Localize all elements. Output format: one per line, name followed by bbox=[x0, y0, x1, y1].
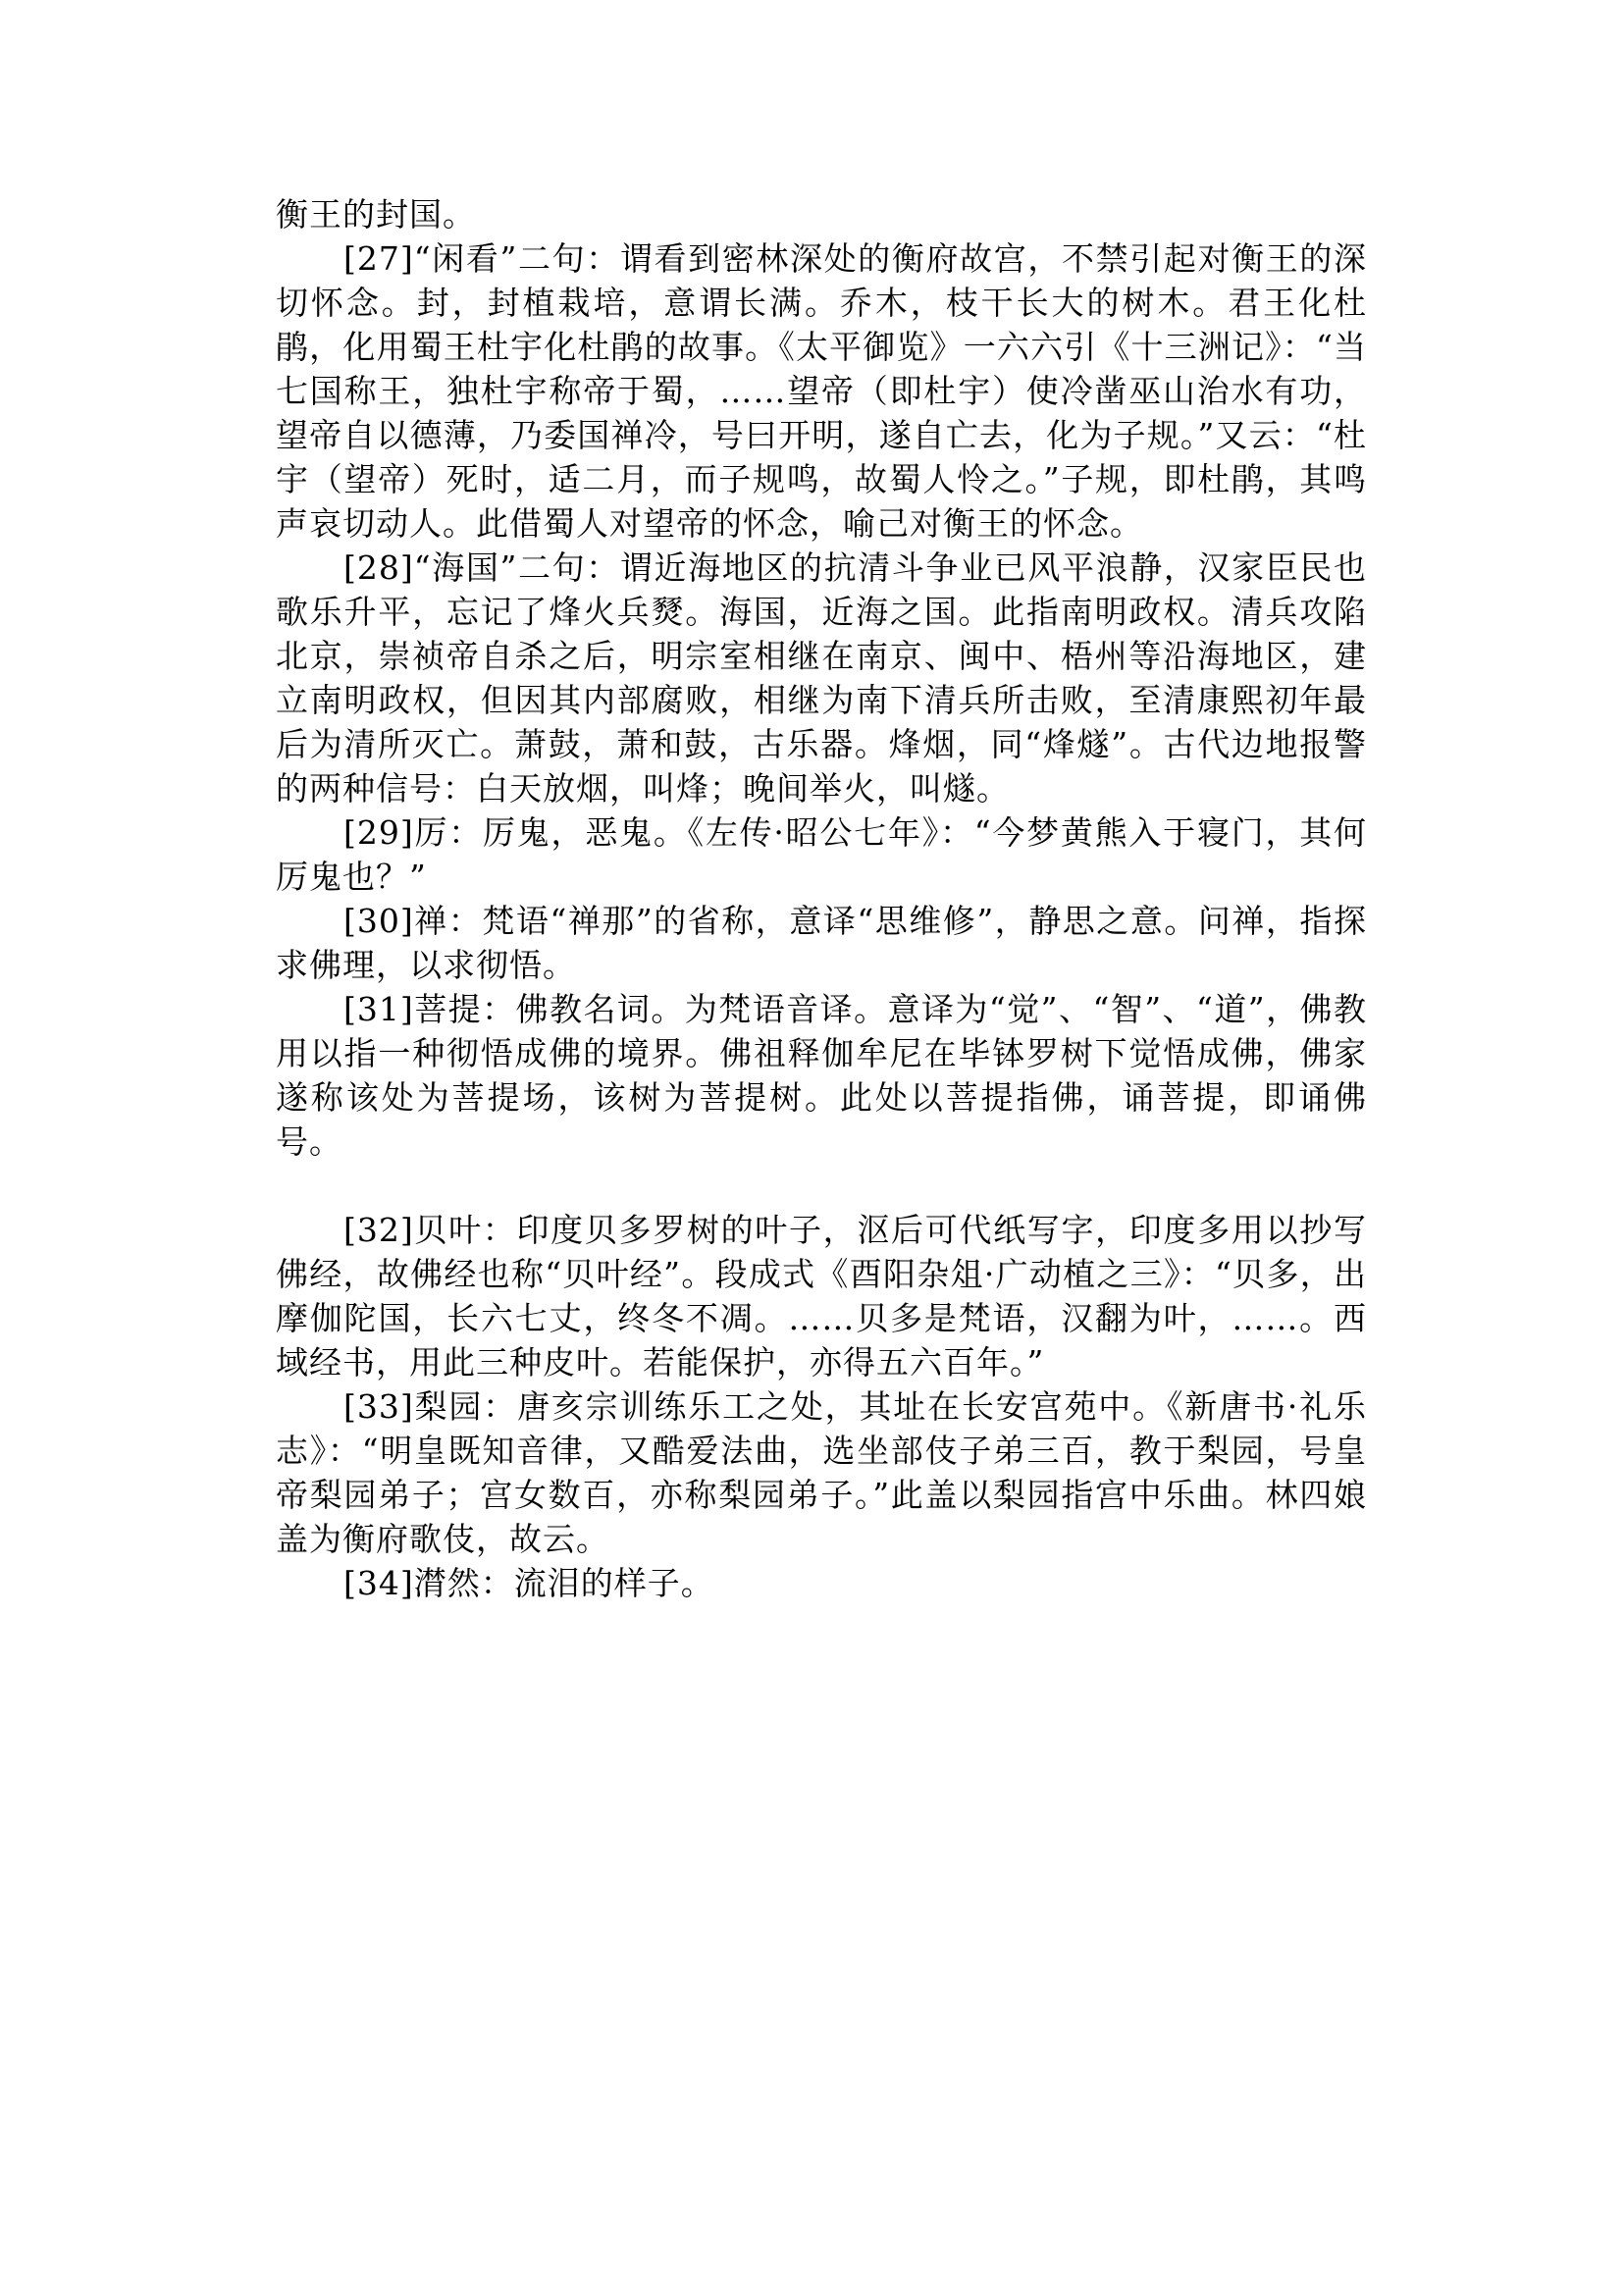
paragraph-continuation: 衡王的封国。 bbox=[276, 195, 476, 234]
annotation-text bbox=[276, 192, 1367, 1605]
note-33: [33]梨园：唐亥宗训练乐工之处，其址在长安宫苑中。《新唐书·礼乐志》：“明皇既知音律，又酷爱法曲，选坐部伎子弟三百，教于梨园，号皇帝梨园弟子；宫女数百，亦称梨园弟子。”此盖以梨园指宫中乐曲。林四娘盖为衡府歌伎，故云。 bbox=[276, 1387, 1367, 1558]
note-27: [27]“闲看”二句：谓看到密林深处的衡府故宫，不禁引起对衡王的深切怀念。封，封植栽培，意谓长满。乔木，枝干长大的树木。君王化杜鹃，化用蜀王杜宇化杜鹃的故事。《太平御览》一六六引《十三洲记》：“当七国称王，独杜宇称帝于蜀，……望帝（即杜宇）使冷凿巫山治水有功，望帝自以德薄，乃委国禅冷，号曰开明，遂自亡去，化为子规。”又云：“杜宇（望帝）死时，适二月，而子规鸣，故蜀人怜之。”子规，即杜鹃，其鸣声哀切动人。此借蜀人对望帝的怀念，喻己对衡王的怀念。 bbox=[276, 239, 1367, 543]
note-28: [28]“海国”二句：谓近海地区的抗清斗争业已风平浪静，汉家臣民也歌乐升平，忘记了烽火兵燹。海国，近海之国。此指南明政权。清兵攻陷北京，崇祯帝自杀之后，明宗室相继在南京、闽中、梧州等沿海地区，建立南明政权，但因其内部腐败，相继为南下清兵所击败，至清康熙初年最后为清所灭亡。萧鼓，萧和鼓，古乐器。烽烟，同“烽燧”。古代边地报警的两种信号：白天放烟，叫烽；晚间举火，叫燧。 bbox=[276, 548, 1367, 808]
note-29: [29]厉：厉鬼，恶鬼。《左传·昭公七年》：“今梦黄熊入于寝门，其何厉鬼也？” bbox=[276, 813, 1367, 896]
note-30: [30]禅：梵语“禅那”的省称，意译“思维修”，静思之意。问禅，指探求佛理，以求彻悟。 bbox=[276, 902, 1367, 984]
note-32: [32]贝叶：印度贝多罗树的叶子，沤后可代纸写字，印度多用以抄写佛经，故佛经也称“贝叶经”。段成式《酉阳杂俎·广动植之三》：“贝多，出摩伽陀国，长六七丈，终冬不凋。……贝多是梵语，汉翻为叶，……。西域经书，用此三种皮叶。若能保护，亦得五六百年。” bbox=[276, 1211, 1367, 1382]
note-34: [34]潸然：流泪的样子。 bbox=[343, 1564, 714, 1602]
note-31: [31]菩提：佛教名词。为梵语音译。意译为“觉”、“智”、“道”，佛教用以指一种彻悟成佛的境界。佛祖释伽牟尼在毕钵罗树下觉悟成佛，佛家遂称该处为菩提场，该树为菩提树。此处以菩提指佛，诵菩提，即诵佛号。 bbox=[276, 990, 1367, 1161]
